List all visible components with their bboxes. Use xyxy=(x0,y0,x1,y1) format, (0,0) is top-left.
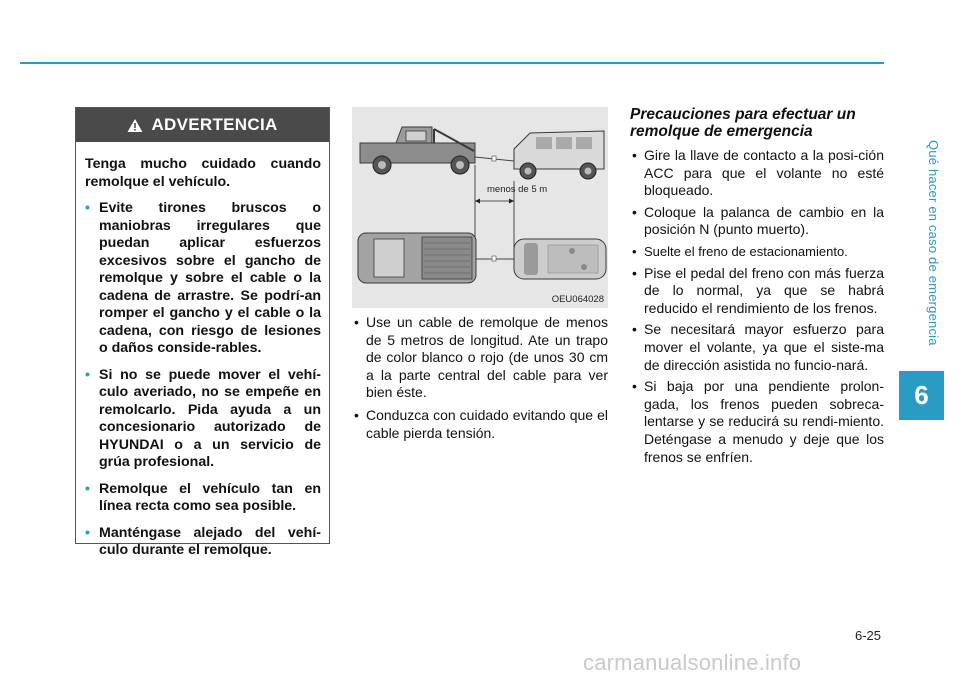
van-top-icon xyxy=(514,239,606,279)
warning-item: • Si no se puede mover el vehí-culo averiado, no se empeñe en remolcarlo. Pida ayuda a un concesionario autorizado de HYUNDAI o a un servicio de grúa profesional. xyxy=(85,366,321,470)
warning-intro: Tenga mucho cuidado cuando remolque el vehículo. xyxy=(85,156,321,190)
towing-diagram xyxy=(352,107,608,308)
list-item: • Pise el pedal del freno con más fuerza de lo normal, ya que se habrá reducido el rendimiento de los frenos. xyxy=(632,264,884,316)
warning-item: • Evite tirones bruscos o maniobras irregulares que puedan aplicar esfuerzos excesivos sobre el gancho de remolque y sobre el cable o la cadena de arrastre. Se podrí-an romper el gancho y el cable o la cadena, con riesgo de lesiones o daños conside-rables. xyxy=(85,200,321,356)
precautions-section xyxy=(630,106,884,470)
towing-cable-list xyxy=(352,314,608,447)
tow-truck-side-icon xyxy=(360,127,475,174)
list-item: • Use un cable de remolque de menos de 5 metros de longitud. Ate un trapo de color blanco o rojo (de unos 30 cm a la parte central del cable para ver bien éste. xyxy=(354,314,608,401)
warning-box xyxy=(75,107,330,558)
warning-triangle-icon xyxy=(127,118,143,133)
section-title: Precauciones para efectuar un remolque de emergencia xyxy=(630,106,856,140)
warning-item: • Remolque el vehículo tan en línea recta como sea posible. xyxy=(85,480,321,514)
chapter-number: 6 xyxy=(899,371,944,420)
bullet: • xyxy=(354,314,359,330)
warning-item: • Manténgase alejado del vehí-culo durante el remolque. xyxy=(85,524,321,558)
bullet: • xyxy=(85,524,90,541)
bullet: • xyxy=(85,200,90,216)
top-rule xyxy=(20,62,884,64)
bullet: • xyxy=(632,321,637,338)
figure-code: OEU064028 xyxy=(551,294,604,305)
bullet: • xyxy=(632,264,637,281)
tow-truck-top-icon xyxy=(358,233,476,283)
list-item: • Se necesitará mayor esfuerzo para mover el volante, ya que el siste-ma de dirección asistida no funcio-nará. xyxy=(632,321,884,373)
towing-illustration xyxy=(352,107,608,308)
list-item: • Suelte el freno de estacionamiento. xyxy=(632,243,848,259)
page-number: 6-25 xyxy=(855,628,882,643)
bullet: • xyxy=(632,378,637,395)
warning-list xyxy=(85,200,321,560)
warning-header xyxy=(76,108,329,142)
bullet: • xyxy=(632,203,637,220)
warning-body xyxy=(76,142,329,560)
cable-flag xyxy=(492,256,496,261)
bullet: • xyxy=(632,147,637,163)
bullet: • xyxy=(354,406,359,423)
chapter-tab-label: Qué hacer en caso de emergencia xyxy=(926,140,941,346)
watermark[interactable]: carmanualsonline.info xyxy=(583,650,802,675)
warning-title: ADVERTENCIA xyxy=(151,115,278,134)
bullet: • xyxy=(85,480,90,497)
distance-label: menos de 5 m xyxy=(487,184,548,195)
precautions-list xyxy=(630,147,884,466)
list-item: • Coloque la palanca de cambio en la posición N (punto muerto). xyxy=(632,203,884,238)
list-item: • Si baja por una pendiente prolon-gada, los frenos pueden sobreca-lentarse y se reducirá su rendi-miento. Deténgase a menudo y deje que los frenos se enfríen. xyxy=(632,378,884,465)
cable-flag xyxy=(492,156,496,161)
list-item: • Gire la llave de contacto a la posi-ción ACC para que el volante no esté bloqueado. xyxy=(632,147,884,199)
bullet: • xyxy=(632,243,637,259)
van-side-icon xyxy=(514,131,604,179)
bullet: • xyxy=(85,366,90,383)
list-item: • Conduzca con cuidado evitando que el cable pierda tensión. xyxy=(354,406,608,441)
